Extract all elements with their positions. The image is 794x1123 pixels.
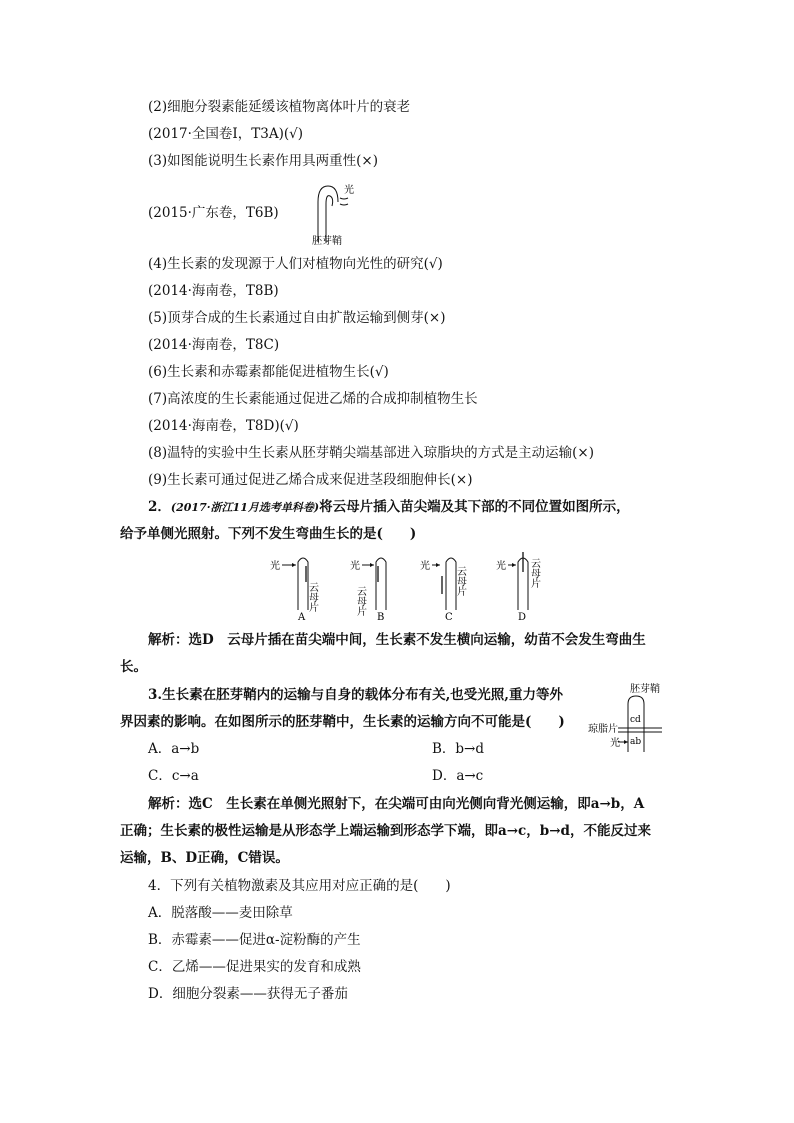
q3-stem-2: 界因素的影响。在如图所示的胚芽鞘中，生长素的运输方向不可能是( ) — [120, 714, 565, 730]
item-4-source: (2014·海南卷，T8B) — [148, 283, 279, 299]
q2-stem-1: 将云母片插入苗尖端及其下部的不同位置如图所示， — [319, 499, 630, 515]
q2-mica-figure — [270, 552, 560, 624]
q3-option-d: D．a→c — [432, 768, 484, 784]
q3-analysis-1: 解析：选C 生长素在单侧光照射下，在尖端可由向光侧向背光侧运输，即a→b，A — [148, 796, 645, 812]
q3-option-a: A．a→b — [148, 741, 200, 757]
q4-option-a: A．脱落酸——麦田除草 — [148, 905, 293, 921]
item-4: (4)生长素的发现源于人们对植物向光性的研究(√) — [148, 256, 443, 272]
fig1-coleoptile-label: 胚芽鞘 — [312, 236, 342, 247]
item-2-source: (2017·全国卷Ⅰ，T3A)(√) — [148, 126, 303, 142]
question-2-line-2: 给予单侧光照射。下列不发生弯曲生长的是( ) — [120, 526, 417, 542]
item-9: (9)生长素可通过促进乙烯合成来促进茎段细胞伸长(×) — [148, 472, 473, 488]
seedling-b-label: B — [377, 612, 385, 623]
q3-fig-ab: ab — [630, 737, 642, 747]
q3-fig-light: 光 — [610, 738, 620, 749]
q2-analysis-1: 解析：选D 云母片插在苗尖端中间，生长素不发生横向运输，幼苗不会发生弯曲生 — [148, 632, 646, 648]
item-5-source: (2014·海南卷，T8C) — [148, 337, 280, 353]
seedling-a-light-label: 光 — [270, 561, 280, 572]
seedling-a-label: A — [298, 612, 306, 623]
seedling-d-label: D — [518, 612, 527, 623]
coleoptile-bending-figure — [300, 178, 370, 248]
q4-option-d: D．细胞分裂素——获得无子番茄 — [148, 986, 348, 1002]
q3-analysis-2: 正确；生长素的极性运输是从形态学上端运输到形态学下端，即a→c，b→d，不能反过来 — [120, 823, 651, 839]
seedling-d — [496, 552, 541, 623]
item-3: (3)如图能说明生长素作用具两重性(×) — [148, 153, 378, 169]
fig1-light-label: 光 — [344, 185, 354, 196]
q3-option-c: C．c→a — [148, 768, 199, 784]
seedling-a-mica-label: 云母片 — [306, 582, 318, 612]
seedling-b-mica-label: 云母片 — [354, 586, 366, 616]
q3-stem-1: 3.生长素在胚芽鞘内的运输与自身的载体分布有关,也受光照,重力等外 — [148, 687, 563, 703]
item-3-source: (2015·广东卷，T6B) — [148, 205, 279, 221]
item-7: (7)高浓度的生长素能通过促进乙烯的合成抑制植物生长 — [148, 391, 478, 407]
seedling-a — [270, 558, 319, 623]
question-2-line-1 — [148, 498, 630, 517]
seedling-b — [350, 558, 386, 623]
q4-option-c: C．乙烯——促进果实的发育和成熟 — [148, 959, 361, 975]
seedling-d-mica-label: 云母片 — [528, 558, 540, 588]
item-5: (5)顶芽合成的生长素通过自由扩散运输到侧芽(×) — [148, 310, 446, 326]
seedling-c — [420, 558, 467, 623]
seedling-b-light-label: 光 — [350, 561, 360, 572]
q2-source: (2017·浙江11月选考单科卷) — [170, 501, 320, 514]
q3-option-b: B．b→d — [432, 741, 485, 757]
item-2: (2)细胞分裂素能延缓该植物离体叶片的衰老 — [148, 99, 411, 115]
seedling-d-light-label: 光 — [496, 561, 506, 572]
q3-fig-title: 胚芽鞘 — [630, 684, 660, 695]
seedling-c-mica-label: 云母片 — [454, 566, 466, 596]
q2-analysis-2: 长。 — [120, 659, 147, 675]
q4-stem: 4．下列有关植物激素及其应用对应正确的是( ) — [148, 878, 451, 894]
item-8: (8)温特的实验中生长素从胚芽鞘尖端基部进入琼脂块的方式是主动运输(×) — [148, 445, 594, 461]
item-7-source: (2014·海南卷，T8D)(√) — [148, 418, 299, 434]
q4-option-b: B．赤霉素——促进α-淀粉酶的产生 — [148, 932, 361, 948]
q3-analysis-3: 运输，B、D正确，C错误。 — [120, 850, 289, 866]
q3-coleoptile-figure — [588, 682, 688, 754]
item-6: (6)生长素和赤霉素都能促进植物生长(√) — [148, 364, 389, 380]
q3-fig-agar: 琼脂片 — [588, 724, 618, 735]
q3-fig-cd: cd — [630, 715, 641, 725]
q2-number: 2． — [148, 499, 171, 515]
seedling-c-label: C — [445, 612, 453, 623]
seedling-c-light-label: 光 — [420, 561, 430, 572]
